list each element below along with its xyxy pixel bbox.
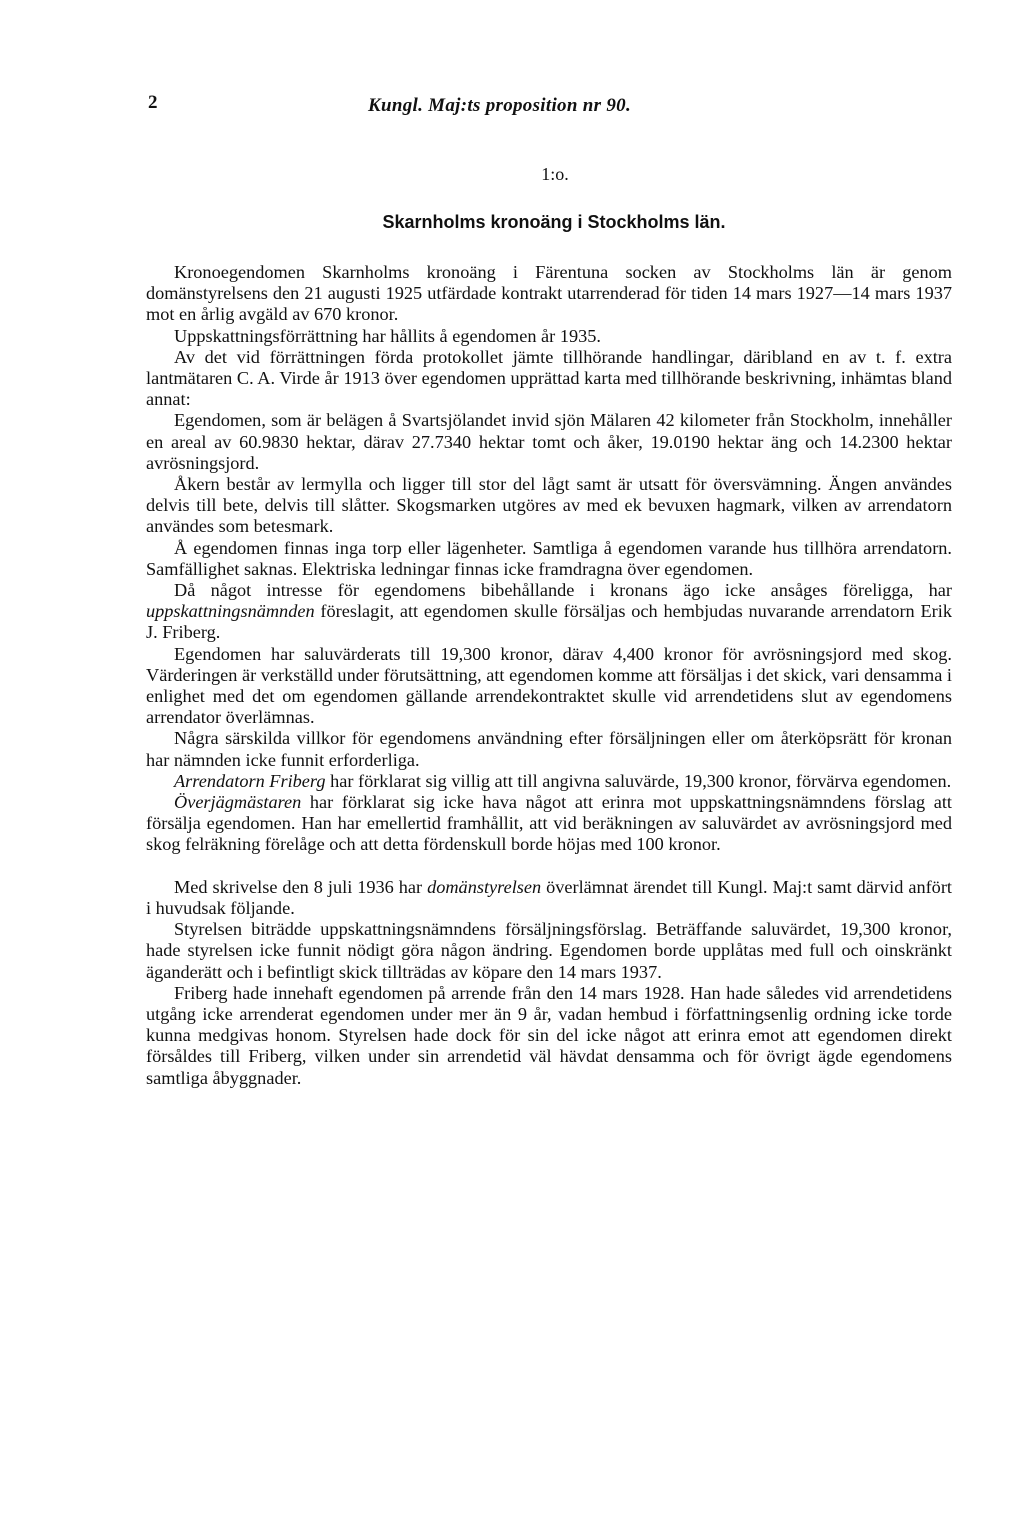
paragraph: Egendomen har saluvärderats till 19,300 kronor, därav 4,400 kronor för avrösningsjord med skog. Värderingen är verkställd under förutsättning, att egendomen komme att försäljas i det skick, vari densamma i enlighet med det om egendomen gällande arrendekontraktet skulle vid arrendetidens slut av egendomens arrendator överlämnas. xyxy=(146,643,952,728)
paragraph: Av det vid förrättningen förda protokollet jämte tillhörande handlingar, däribland en av t. f. extra lantmätaren C. A. Virde år 1913 över egendomen upprättad karta med tillhörande beskrivning, inhämtas bland annat: xyxy=(146,346,952,410)
emphasis: Överjägmästaren xyxy=(174,792,302,813)
section-number: 1:o. xyxy=(541,164,569,184)
running-head: Kungl. Maj:ts proposition nr 90. xyxy=(368,95,632,116)
text-run: föreslagit, att egendomen skulle försäljas och hembjudas nuvarande arrendatorn Erik J. Friberg. xyxy=(146,601,952,643)
paragraph: Några särskilda villkor för egendomens användning efter försäljningen eller om återköpsrätt för kronan har nämnden icke funnit erforderliga. xyxy=(146,728,952,770)
paragraph: Kronoegendomen Skarnholms kronoäng i Färentuna socken av Stockholms län är genom domänstyrelsens den 21 augusti 1925 utfärdade kontrakt utarrenderad för tiden 14 mars 1927—14 mars 1937 mot en årlig avgäld av 670 kronor. xyxy=(146,262,952,325)
paragraph xyxy=(146,792,952,856)
paragraph xyxy=(146,580,952,644)
paragraph: Å egendomen finnas inga torp eller lägenheter. Samtliga å egendomen varande hus tillhöra arrendatorn. Samfällighet saknas. Elektriska ledningar finnas icke framdragna över egendomen. xyxy=(146,537,952,579)
text-run: har förklarat sig icke hava något att erinra mot uppskattningsnämndens förslag att försälja egendomen. Han har emellertid framhållit, att vid beräkningen av saluvärdet av avrösningsjord med skog felräkning förelåge och att detta fördenskull borde höjas med 100 kronor. xyxy=(146,792,952,855)
paragraph xyxy=(146,877,952,919)
body-text xyxy=(146,262,952,1089)
page-number: 2 xyxy=(148,92,158,113)
paragraph: Uppskattningsförrättning har hållits å egendomen år 1935. xyxy=(174,325,601,346)
paragraph: Egendomen, som är belägen å Svartsjölandet invid sjön Mälaren 42 kilometer från Stockholm, innehåller en areal av 60.9830 hektar, därav 27.7340 hektar tomt och åker, 19.0190 hektar äng och 14.2300 hektar avrösningsjord. xyxy=(146,410,952,473)
text-run: överlämnat ärendet till Kungl. Maj:t samt därvid anfört i huvudsak följande. xyxy=(146,876,952,918)
text-run: Med skrivelse den 8 juli 1936 har xyxy=(174,876,428,897)
emphasis: Arrendatorn Friberg xyxy=(174,770,326,791)
text-run: har förklarat sig villig att till angivna saluvärde, 19,300 kronor, förvärva egendomen. xyxy=(325,770,952,791)
emphasis: uppskattningsnämnden xyxy=(146,601,315,622)
paragraph: Åkern består av lermylla och ligger till stor del lågt samt är utsatt för översvämning. Ängen användes delvis till bete, delvis till slåtter. Skogsmarken utgöres av med ek bevuxen hagmark, vilken av arrendatorn användes som betesmark. xyxy=(146,474,952,537)
paragraph xyxy=(146,771,952,792)
text-run: Då något intresse för egendomens bibehållande i kronans ägo icke ansåges föreligga, har xyxy=(174,580,952,601)
paragraph: Friberg hade innehaft egendomen på arrende från den 14 mars 1928. Han hade således vid arrendetidens utgång icke arrenderat egendomen under mer än 9 år, vadan hembud i författningsenlig ordning icke torde kunna medgivas honom. Styrelsen hade dock för sin del icke något att erinra emot att egendomen direkt försåldes till Friberg, vilken under sin arrendetid väl hävdat densamma och för övrigt ägde egendomens samtliga åbyggnader. xyxy=(146,982,952,1088)
emphasis: domänstyrelsen xyxy=(427,876,542,897)
paragraph: Styrelsen biträdde uppskattningsnämndens försäljningsförslag. Beträffande saluvärdet, 19,300 kronor, hade styrelsen icke funnit nödigt göra någon ändring. Egendomen borde upplåtas med full och oinskränkt äganderätt och i befintligt skick tillträdas av köpare den 14 mars 1937. xyxy=(146,919,952,982)
section-title: Skarnholms kronoäng i Stockholms län. xyxy=(382,212,726,232)
